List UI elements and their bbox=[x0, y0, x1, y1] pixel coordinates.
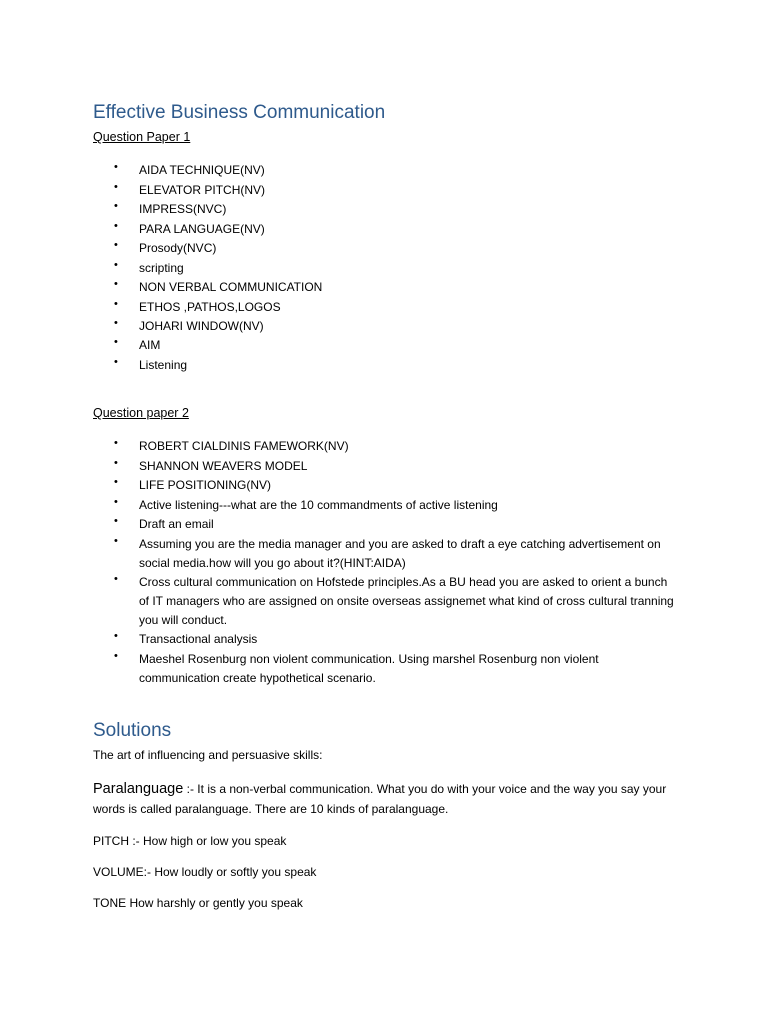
bullet-icon: • bbox=[114, 535, 118, 547]
bullet-icon: • bbox=[114, 278, 118, 290]
bullet-icon: • bbox=[114, 630, 118, 642]
question-paper-2-label: Question paper 2 bbox=[93, 406, 189, 420]
paralanguage-term: Paralanguage bbox=[93, 781, 184, 797]
bullet-icon: • bbox=[114, 496, 118, 508]
bullet-icon: • bbox=[114, 356, 118, 368]
bullet-icon: • bbox=[114, 437, 118, 449]
paralanguage-paragraph bbox=[93, 779, 683, 819]
bullet-icon: • bbox=[114, 650, 118, 662]
bullet-icon: • bbox=[114, 317, 118, 329]
solutions-heading: Solutions bbox=[93, 720, 172, 741]
document-title: Effective Business Communication bbox=[93, 102, 386, 123]
question-paper-1-label: Question Paper 1 bbox=[93, 130, 191, 144]
bullet-icon: • bbox=[114, 161, 118, 173]
bullet-icon: • bbox=[114, 298, 118, 310]
bullet-icon: • bbox=[114, 220, 118, 232]
document-page: Effective Business Communication Question Paper 1 • AIDA TECHNIQUE(NV) • ELEVATOR PITCH(NV) • IMPRESS(NVC) • PARA LANGUAGE(NV) • Prosody(NVC) • scripting • NON VERBAL COMMUNICATION • ETHOS ,PATHOS,LOGOS • JOHARI WINDOW(NV) • AIM • Listening Question paper 2 • ROBERT CIALDINIS FAMEWORK(NV) • SHANNON WEAVERS MODEL • LIFE POSITIONING(NV) • Active listening---what are the 10 commandments of active listening • Draft an email • Assuming you are the media manager and you are asked to draft a eye catching advertisement on social media.how will you go about it?(HINT:AIDA) • Cross cultural communication on Hofstede principles.As a BU head you are asked to orient a bunch of IT managers who are assigned on onsite overseas assignemet what kind of cross cultural tranning you will conduct. • Transactional analysis • Maeshel Rosenburg non violent communication. Using marshel Rosenburg non violent communication create hypothetical scenario. Solutions The art of influencing and persuasive skills: Paralanguage :- It is a non-verbal communication. What you do with your voice and the way you say your words is called paralanguage. There are 10 kinds of paralanguage. PITCH :- How high or low you speak VOLUME:- How loudly or softly you speak TONE How harshly or gently you speak bbox=[0, 0, 768, 1024]
bullet-icon: • bbox=[114, 515, 118, 527]
pitch-line: PITCH :- How high or low you speak bbox=[93, 834, 287, 848]
bullet-icon: • bbox=[114, 476, 118, 488]
bullet-icon: • bbox=[114, 181, 118, 193]
bullet-icon: • bbox=[114, 259, 118, 271]
bullet-icon: • bbox=[114, 573, 118, 585]
tone-line: TONE How harshly or gently you speak bbox=[93, 896, 303, 910]
solutions-intro: The art of influencing and persuasive skills: bbox=[93, 748, 323, 762]
bullet-icon: • bbox=[114, 239, 118, 251]
volume-line: VOLUME:- How loudly or softly you speak bbox=[93, 865, 317, 879]
bullet-icon: • bbox=[114, 200, 118, 212]
paralanguage-definition: :- It is a non-verbal communication. What you do with your voice and the way you say your words is called paralanguage. There are 10 kinds of paralanguage. bbox=[93, 782, 667, 816]
bullet-icon: • bbox=[114, 457, 118, 469]
bullet-icon: • bbox=[114, 336, 118, 348]
